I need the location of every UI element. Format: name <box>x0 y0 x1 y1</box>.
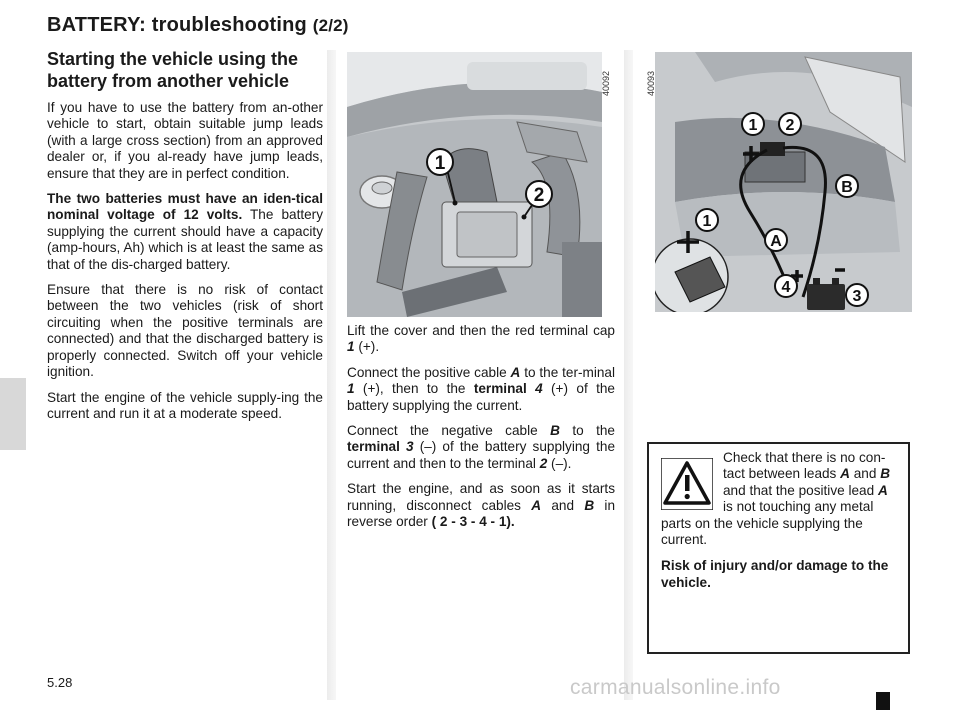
callout-1: 1 <box>748 117 758 134</box>
paragraph: Connect the negative cable B to the terminal 3 (–) of the battery supplying the current and then to the terminal 2 (–). <box>347 423 615 471</box>
section-connection-steps <box>347 323 615 539</box>
callout-4: 4 <box>781 279 791 296</box>
warning-text: Check that there is no con-tact between leads A and B and that the positive lead A is not touching any metal parts on the vehicle supplying the current. <box>661 450 891 548</box>
figure-ref: 40092 <box>601 70 611 96</box>
paragraph: Ensure that there is no risk of contact between the two vehicles (risk of short circuiting when the positive terminals are connected) and that the discharged battery is properly connected. Switch off your vehicle ignition. <box>47 282 323 380</box>
paragraph: Connect the positive cable A to the ter-minal 1 (+), then to the terminal 4 (+) of the battery supplying the current. <box>347 364 615 413</box>
column-divider <box>327 50 336 700</box>
jump-leads-illustration <box>655 52 912 312</box>
callout-1: 1 <box>434 153 446 174</box>
bold-text: The two batteries must have an iden-tical nominal voltage of 12 volts. <box>47 191 323 223</box>
paragraph: Start the engine of the vehicle supply-ing the current and run it at a moderate speed. <box>47 389 323 421</box>
corner-mark <box>876 692 890 710</box>
warning-box <box>647 442 910 654</box>
callout-2: 2 <box>533 185 545 206</box>
callout-2: 2 <box>785 117 795 134</box>
callout-A: A <box>770 233 782 250</box>
section-heading: Starting the vehicle using the battery from another vehicle <box>47 49 299 91</box>
callout-1: 1 <box>702 213 712 230</box>
paragraph: Lift the cover and then the red terminal cap 1 (+). <box>347 323 615 355</box>
engine-bay-illustration <box>347 52 602 317</box>
warning-triangle-icon <box>661 458 713 510</box>
watermark: carmanualsonline.info <box>570 676 781 699</box>
figure-ref: 40093 <box>646 70 656 96</box>
page-title: BATTERY: troubleshooting (2/2) <box>47 14 349 36</box>
callout-3: 3 <box>852 288 862 305</box>
callout-B: B <box>841 179 853 196</box>
page-title-suffix: (2/2) <box>312 16 349 35</box>
paragraph: The two batteries must have an iden-tical nominal voltage of 12 volts. The battery supplying the current should have a capacity (amp-hours, Ah) which is at least the same as that of the dis-charged battery. <box>47 191 324 272</box>
page-number: 5.28 <box>47 675 73 690</box>
warning-risk: Risk of injury and/or damage to the vehicle. <box>661 558 889 590</box>
section-tab <box>0 378 26 450</box>
section-jump-start <box>47 48 323 431</box>
paragraph: If you have to use the battery from an-other vehicle to start, obtain suitable jump leads (with a large cross section) from an approved dealer or, if you al-ready have jump leads, ensure that they are in perfect condition. <box>47 100 323 181</box>
column-divider <box>624 50 633 700</box>
paragraph: Start the engine, and as soon as it starts running, disconnect cables A and B in reverse order ( 2 - 3 - 4 - 1). <box>347 481 615 530</box>
